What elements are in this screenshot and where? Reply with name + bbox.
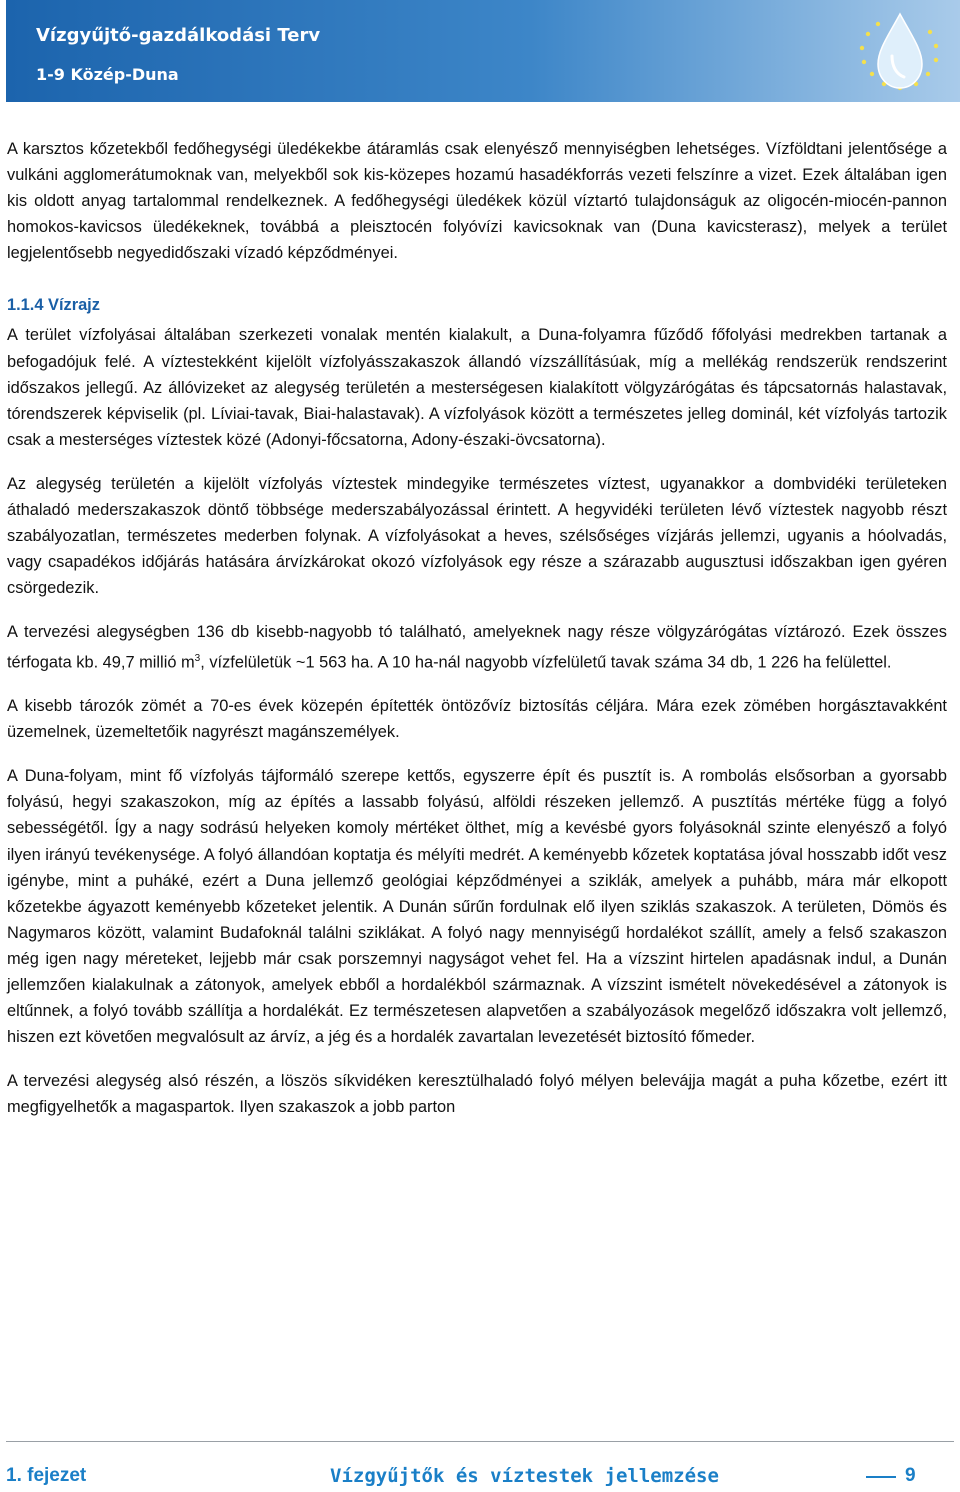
section-heading: 1.1.4 Vízrajz xyxy=(7,296,100,315)
lakes-text-part2: , vízfelületük ~1 563 ha. A 10 ha-nál nagyobb vízfelületű tavak száma 34 db, 1 226 ha felülettel. xyxy=(200,652,892,671)
cubic-superscript: 3 xyxy=(194,652,201,664)
paragraph-lakes xyxy=(7,619,947,675)
main-content xyxy=(7,136,947,1120)
eu-water-drop-logo-icon xyxy=(848,4,948,100)
paragraph-loess: A tervezési alegység alsó részén, a löszös síkvidéken keresztülhaladó folyó mélyen belevájja magát a puha kőzetbe, ezért itt megfigyelhetők a magaspartok. Ilyen szakaszok a jobb parton xyxy=(7,1072,947,1117)
paragraph-watercourses: A terület vízfolyásai általában szerkezeti vonalak mentén kialakult, a Duna-folyamra fűződő főfolyási medrekben tartanak a befogadójuk felé. A víztestekként kijelölt vízfolyásszakaszok állandó vízszállításúak, míg a mellékág rendszerük rendszerint időszakos jellegű. Az állóvizeket az alegység területén a mesterségesen kialakított völgyzárógátas és tápcsatornás halastavak, tórendszerek képviselik (pl. Líviai-tavak, Biai-halastavak). A vízfolyások között a természetes jelleg dominál, két vízfolyás tartozik csak a mesterséges víztestek közé (Adonyi-főcsatorna, Adony-északi-övcsatorna). xyxy=(7,326,947,449)
footer-title: Vízgyűjtők és víztestek jellemzése xyxy=(330,1465,719,1487)
lakes-text-part1: A tervezési alegységben 136 db kisebb-nagyobb tó található, amelyeknek nagy része völgyzárógátas víztározó. Ezek összes térfogata kb. 49,7 millió m xyxy=(7,623,947,671)
document-subtitle: 1-9 Közép-Duna xyxy=(36,65,179,84)
document-title: Vízgyűjtő-gazdálkodási Terv xyxy=(36,25,321,46)
paragraph-karst: A karsztos kőzetekből fedőhegységi üledékekbe átáramlás csak elenyésző mennyiségben lehetséges. Vízföldtani jelentősége a vulkáni agglomerátumoknak van, melyekből sok kis-közepes hozamú hasadékforrás vezeti felszínre a vizet. Ezek általában igen kis oldott anyag tartalommal rendelkeznek. A fedőhegységi üledékek közül víztartó tulajdonságuk az oligocén-miocén-pannon homokos-kavicsos üledékeknek, továbbá a pleisztocén folyóvízi kavicsoknak van (Duna kavicsterasz), melyek a terület legjelentősebb negyedidőszaki vízadó képződményei. xyxy=(7,140,947,263)
footer-divider xyxy=(6,1441,954,1442)
paragraph-danube: A Duna-folyam, mint fő vízfolyás tájformáló szerepe kettős, egyszerre épít és pusztít is. A rombolás elsősorban a gyorsabb folyású, hegyi szakaszokon, míg az építés a lassabb folyású, alföldi részeken jellemző. A pusztítás mértéke függ a folyó sebességétől. Így a nagy sodrású helyeken komoly mértéket ölthet, míg a kevésbé gyors folyásoknál szinte elenyésző a folyó ilyen irányú tevékenysége. A folyó állandóan koptatja és mélyíti medrét. A keményebb kőzetek koptatása jóval hosszabb időt vesz igénybe, mint a puháké, ezért a Duna jellemző geológiai képződményei a sziklák, amelyek a puhább, mára már elkopott kőzetekbe ágyazott keményebb kőzeteket jelentik. A Dunán sűrűn fordulnak elő ilyen sziklás szakaszok. A területen, Dömös és Nagymaros között, valamint Budafoknál találni sziklákat. A folyó nagy mennyiségű hordalékot szállít, amely a felső szakaszon még igen nagy méreteket, lejjebb már csak porszemnyi nagyságot vehet fel. Ha a vízszint hirtelen apadásnak indul, a Dunán jellemzően kialakulnak a zátonyok, amelyek ebből a hordalékból származnak. A vízszint ismételt növekedésével a zátonyok is eltűnnek, a folyó tovább szállítja a hordalékát. Ez természetesen alapvetően a szabályozások megelőző időszakra volt jellemző, hiszen ezt követően megvalósult az árvíz, a jég és a hordalék zavartalan levezetését biztosító főmeder. xyxy=(7,767,947,1047)
header-banner xyxy=(6,0,960,102)
footer-dash xyxy=(866,1476,896,1478)
paragraph-reservoirs: A kisebb tározók zömét a 70-es évek közepén építették öntözővíz biztosítás céljára. Mára ezek zömében horgásztavakként üzemelnek, üzemeltetőik nagyrészt magánszemélyek. xyxy=(7,697,947,742)
page-number: 9 xyxy=(905,1465,916,1486)
paragraph-regulation: Az alegység területén a kijelölt vízfolyás víztestek mindegyike természetes víztest, ugyanakkor a dombvidéki területeken áthaladó mederszakaszok döntő többsége mederszabályozással érintett. A hegyvidéki területen lévő víztestek nagyobb részt szabályozatlan, természetes mederben folynak. A vízfolyásokat a heves, szélsőséges vízjárás jellemzi, ugyanis a hóolvadás, vagy csapadékos időjárás hatására árvízkárokat okozó vízfolyások egy része a szárazabb augusztusi időszakban igen gyéren csörgedezik. xyxy=(7,474,947,598)
footer-chapter: 1. fejezet xyxy=(6,1465,87,1486)
